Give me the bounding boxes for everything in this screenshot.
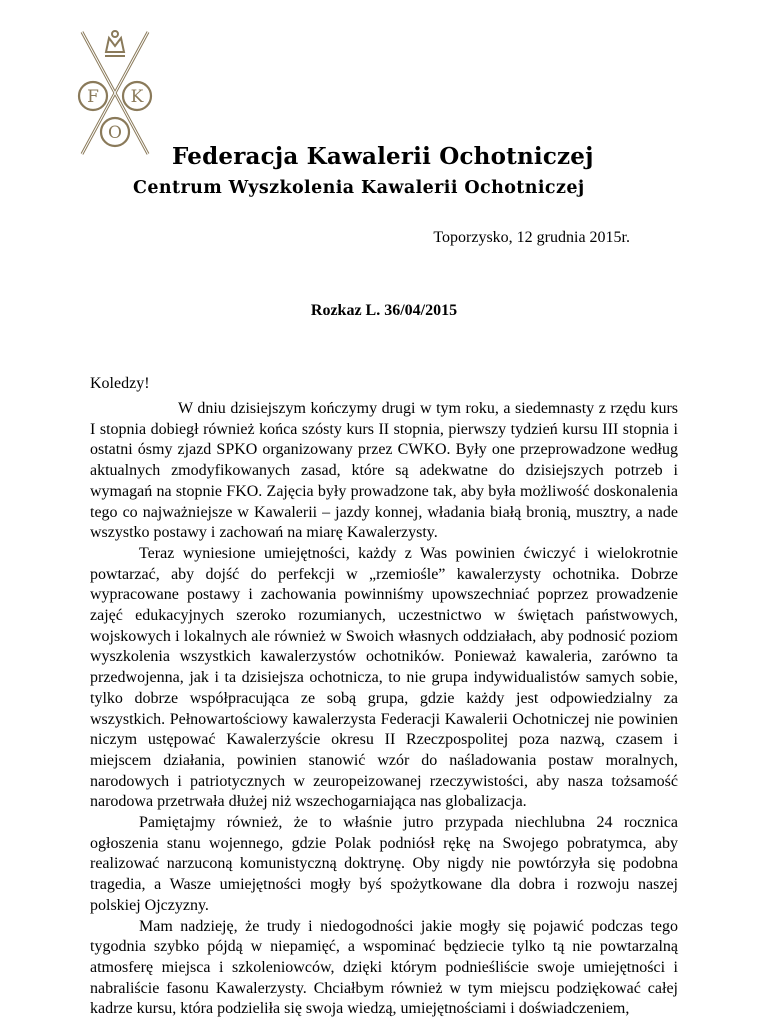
paragraph-3: Pamiętajmy również, że to właśnie jutro przypada niechlubna 24 rocznica ogłoszenia stanu wojennego, gdzie Polak podniósł rękę na Swojego pobratymca, aby realizować narzuconą komunistyczną doktrynę. Oby nigdy nie powtórzyła się podobna tragedia, a Wasze umiejętności mogły byś spożytkowane dla dobra i rozwoju naszej polskiej Ojczyzny. bbox=[90, 814, 678, 914]
order-number-heading: Rozkaz L. 36/04/2015 bbox=[310, 302, 458, 319]
greeting: Koledzy! bbox=[90, 375, 150, 392]
paragraph-2: Teraz wyniesione umiejętności, każdy z Was powinien ćwiczyć i wielokrotnie powtarzać, aby dojść do perfekcji w „rzemiośle” kawalerzysty ochotnika. Dobrze wypracowane postawy i zachowania powinniśmy upowszechniać poprzez prowadzenie zajęć edukacyjnych szeroko rozumianych, uczestnictwo w świętach państwowych, wojskowych i lokalnych ale również w Swoich własnych oddziałach, aby podnosić poziom wyszkolenia wszystkich kawalerzystów ochotników. Ponieważ kawaleria, zarówno ta przedwojenna, jak i ta dzisiejsza ochotnicza, to nie grupa indywidualistów samych sobie, tylko dobrze współpracująca ze sobą grupa, gdzie każdy jest odpowiedzialny za wszystkich. Pełnowartościowy kawalerzysta Federacji Kawalerii Ochotniczej nie powinien niczym ustępować Kawalerzyście okresu II Rzeczpospolitej poza nazwą, czasem i miejscem działania, powinien stanowić wzór do naśladowania postaw moralnych, narodowych i patriotycznych w zeuropeizowanej rzeczywistości, aby nasza tożsamość narodowa przetrwała dłużej niż wszechogarniająca nas globalizacja. bbox=[90, 544, 678, 811]
fko-emblem-logo bbox=[60, 14, 170, 164]
paragraph-4: Mam nadzieję, że trudy i niedogodności jakie mogły się pojawić podczas tego tygodnia szybko pójdą w niepamięć, a wspominać będziecie tylko tą nie powtarzalną atmosferę miejsca i szkoleniowców, dzięki którym podnieśliście swoje umiejętności i nabraliście fasonu Kawalerzysty. Chciałbym również w tym miejscu podziękować całej kadrze kursu, która podzieliła się swoja wiedzą, umiejętnościami i doświadczeniem, bbox=[90, 917, 678, 1018]
logo-letter-k: K bbox=[130, 87, 144, 107]
letter-body bbox=[90, 399, 678, 1020]
crown-icon bbox=[105, 31, 125, 56]
organization-title: Federacja Kawalerii Ochotniczej bbox=[172, 143, 594, 170]
place-and-date: Toporzysko, 12 grudnia 2015r. bbox=[433, 229, 630, 246]
paragraph-1: W dniu dzisiejszym kończymy drugi w tym roku, a siedemnasty z rzędu kurs I stopnia dobiegł również końca szósty kurs II stopnia, pierwszy tydzień kursu III stopnia i ostatni ósmy zjazd SPKO organizowany przez CWKO. Były one przeprowadzone według aktualnych zmodyfikowanych zasad, które są adekwatne do dzisiejszych potrzeb i wymagań na stopnie FKO. Zajęcia były prowadzone tak, aby była możliwość doskonalenia tego co najważniejsze w Kawalerii – jazdy konnej, władania białą bronią, musztry, a nade wszystko postawy i zachowań na miarę Kawalerzysty. bbox=[90, 400, 678, 542]
logo-letter-f: F bbox=[87, 87, 99, 107]
logo-letter-o: O bbox=[108, 123, 122, 143]
center-subtitle: Centrum Wyszkolenia Kawalerii Ochotniczej bbox=[133, 178, 585, 198]
